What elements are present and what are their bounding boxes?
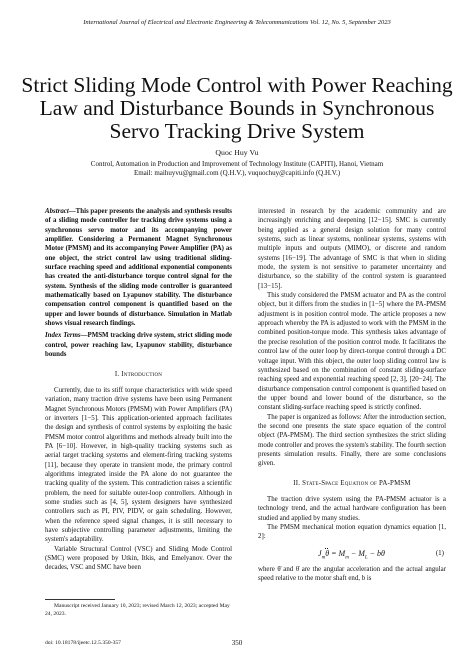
where-paragraph: where θ̈ and θ̇ are the angular acceleration and the actual angular speed relative to the motor shaft end, b is	[258, 565, 446, 583]
section-heading-state-space	[258, 479, 446, 488]
abstract-dash: —	[68, 208, 76, 215]
section2-paragraph-1: The traction drive system using the PA-PMSM actuator is a technology trend, and the actual hardware configuration has been studied and applied by many studies.	[258, 495, 446, 522]
title-line-2: Law and Disturbance Bounds in Synchronous	[39, 96, 435, 120]
page-number: 350	[231, 639, 243, 647]
journal-header: International Journal of Electrical and Electronic Engineering & Telecommunications Vol. 12, No. 5, September 2023	[83, 19, 391, 26]
right-column	[258, 207, 446, 583]
section-title: Introduction	[121, 370, 163, 378]
doi-line: doi: 10.18178/ijeetc.12.5.350-357	[45, 640, 121, 646]
index-terms-text: PMSM tracking drive system, strict sliding mode control, power reaching law, Lyapunov stability, disturbance bounds	[45, 332, 232, 359]
footnote-divider	[45, 599, 115, 600]
right-paragraph-2: This study considered the PMSM actuator and PA as the control object, but it differs from the studies in [1−5] where the PA-PMSM adjustment is in position control mode. The article proposes a new approach whereby the PA is adjusted to work with the PMSM in the combined position-torque mode. This synthesis takes advantage of the precise resolution of the position control mode. It facilitates the control law of the outer loop by direct-torque control through a DC voltage input. With this object, the outer loop sliding control law is synthesized based on the combination of constant sliding-surface reaching speed and exponential reaching speed [2, 3], [20−24]. The disturbance compensation control component is quantified based on the upper bound and lower bound of the disturbance, so the constant sliding-surface reaching speed is strictly confined.	[258, 292, 446, 412]
intro-paragraph-2: Variable Structural Control (VSC) and Sliding Mode Control (SMC) were proposed by Utkin, Itkis, and Emelyanov. Over the decades, VSC and SMC have been	[45, 545, 232, 572]
title-line-3: Servo Tracking Drive System	[109, 119, 365, 143]
title-line-1: Strict Sliding Mode Control with Power Reaching	[21, 73, 453, 97]
affiliation-block	[0, 160, 474, 178]
section-title: State-Space Equation of PA-PMSM	[302, 479, 411, 487]
right-paragraph-3: The paper is organized as follows: After the introduction section, the second one presents the state space equation of the control object (PA-PMSM). The third section synthesizes the strict sliding mode controller and proves the system's stability. The fourth section presents simulation results. Finally, there are some conclusions given.	[258, 413, 446, 468]
author-name: Quoc Huy Vu	[215, 148, 259, 157]
abstract-label: Abstract	[45, 208, 69, 215]
equation-number: (1)	[435, 548, 444, 557]
affiliation-line: Control, Automation in Production and Improvement of Technology Institute (CAPITI), Hanoi, Vietnam	[90, 160, 384, 168]
equation-1	[258, 546, 446, 561]
abstract-text: This paper presents the analysis and synthesis results of a sliding mode controller for tracking drive systems using a synchronous servo motor and its accompanying power amplifier. Considering a Permanent Magnet Synchronous Motor (PMSM) and its accompanying Power Amplifier (PA) as one object, the strict control law using traditional sliding-surface reaching speed and additional exponential components has created the anti-disturbance torque control signal for the system. Synthesis of the sliding mode controller is guaranteed mathematically based on Lyapunov stability. The disturbance compensation control component is quantified based on the upper and lower bounds of disturbance. Simulation in Matlab shows visual research findings.	[45, 208, 232, 328]
index-terms-block	[45, 331, 232, 359]
index-terms-dash: —	[80, 332, 88, 340]
intro-paragraph-1: Currently, due to its stiff torque characteristics with wide speed variation, many traction drive systems have been using Permanent Magnet Synchronous Motors (PMSM) with Power Amplifiers (PA) or inverters [1−5]. This application-oriented approach facilitates the design and synthesis of control systems by exploiting the basic PMSM motor control algorithms and methods already built into the PA [6−10]. However, in high-quality tracking systems such as aerial target tracking systems and element-firing tracking systems [11], because they operate in transient mode, the primary control algorithms integrated inside the PA alone do not guarantee the tracking quality of the system. This contradiction raises a scientific problem, the need for suitable outer-loop controllers. Although in some studies such as [4, 5], system designers have synthesized controllers such as PI, PIV, PIDV, or gain scheduling. However, when the reference speed signal changes, it is still necessary to have subjective controlling parameter adjustments, limiting the system's adaptability.	[45, 386, 232, 544]
footnote-text: Manuscript received January 10, 2023; revised March 12, 2023; accepted May 24, 2023.	[45, 603, 230, 617]
paper-title	[14, 74, 460, 143]
section-heading-introduction	[45, 370, 232, 379]
email-line: Email: maihuyvu@gmail.com (Q.H.V.), vuquochuy@capiti.info (Q.H.V.)	[133, 169, 341, 177]
manuscript-footnote	[45, 603, 232, 618]
right-paragraph-1: interested in research by the academic community and are increasingly enriching and deepening [12−15]. SMC is currently being applied as a general design solution for many control systems, such as linear systems, nonlinear systems, systems with multiple inputs and outputs (MIMO), or discrete and random systems [16−19]. The advantage of SMC is that when in sliding mode, the system is not sensitive to parameter uncertainty and disturbance, so the stability of the control system is guaranteed [13−15].	[258, 208, 446, 290]
index-terms-label: Index Terms	[45, 332, 81, 340]
equation-body: $J_m\theta = M_m - M_L - b\theta$	[318, 548, 385, 561]
section-number: I.	[114, 370, 120, 378]
left-column	[45, 207, 232, 573]
abstract-block	[45, 207, 232, 328]
section2-paragraph-2: The PMSM mechanical motion equation dynamics equation [1, 2]:	[258, 524, 446, 541]
section-number: II.	[293, 479, 301, 487]
